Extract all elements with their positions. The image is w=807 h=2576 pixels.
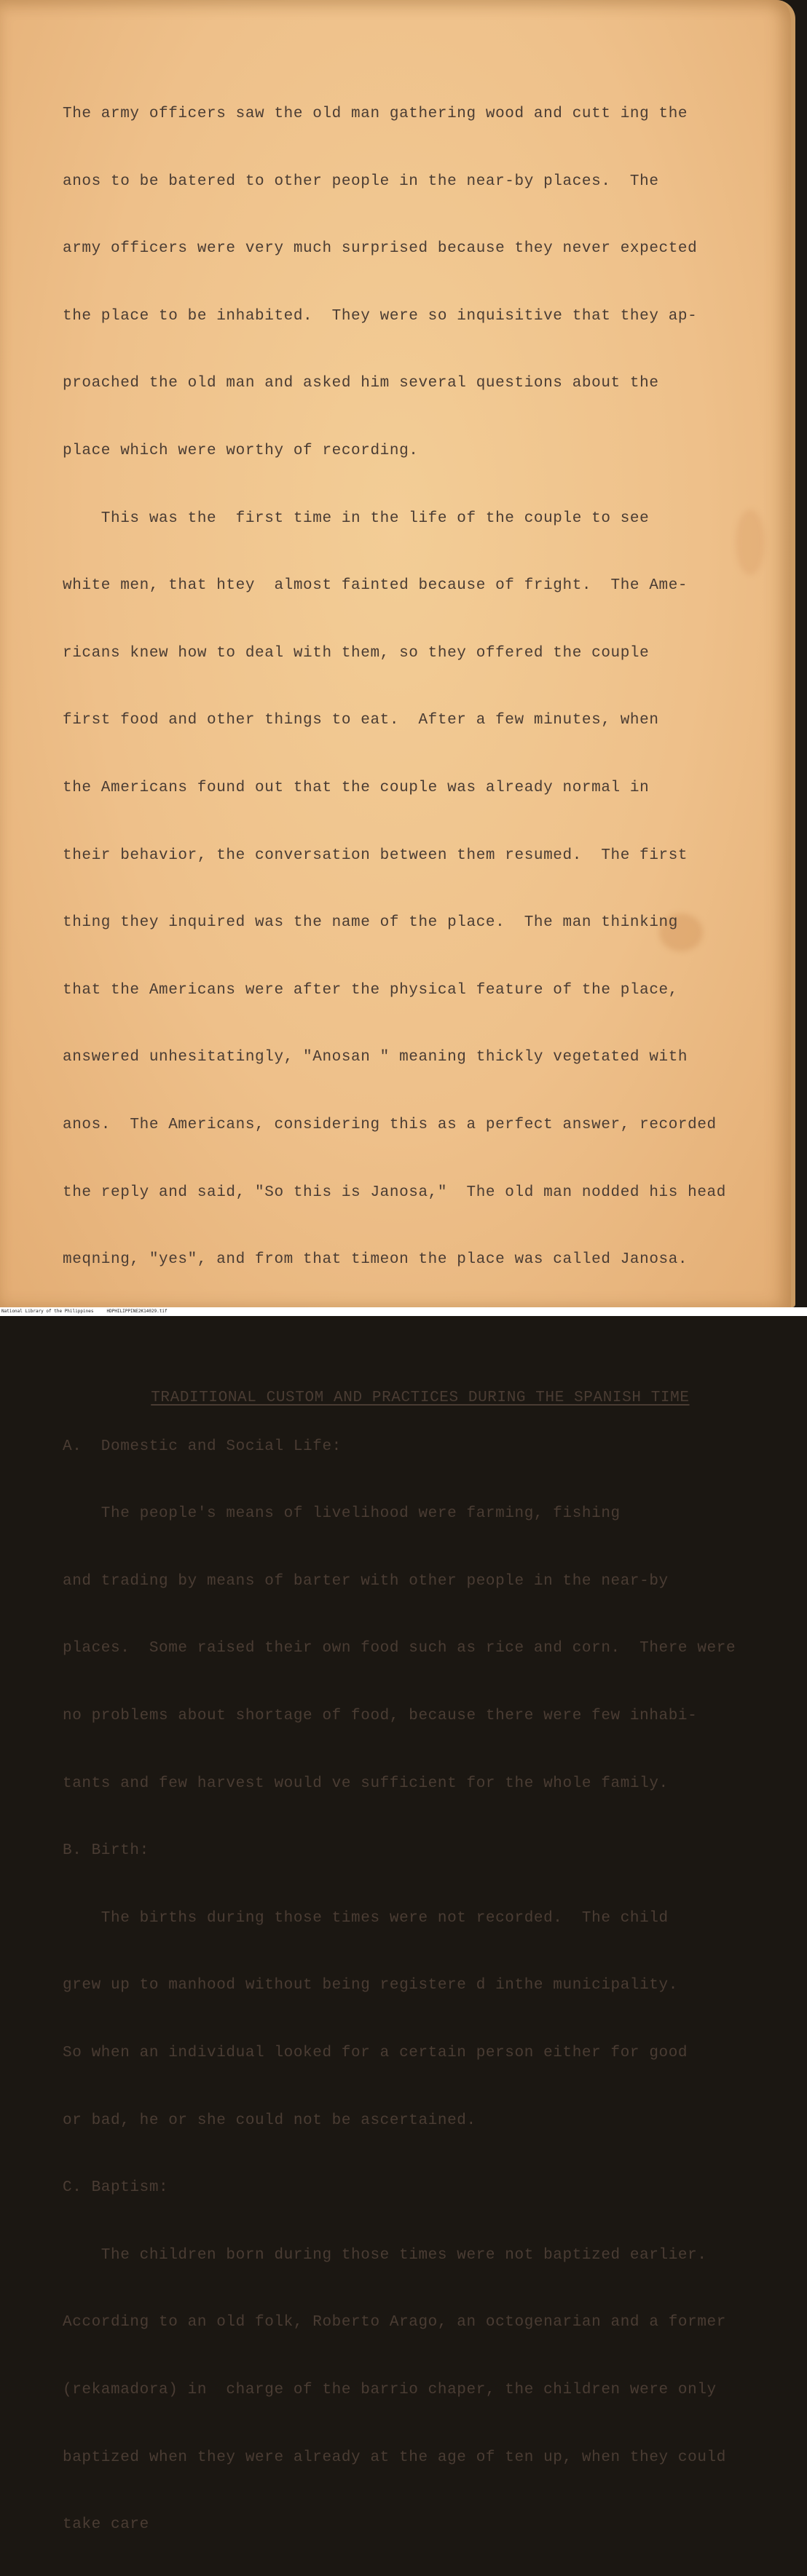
text-line: army officers were very much surprised because they never expected	[63, 240, 698, 258]
text-line: and trading by means of barter with other people in the near-by	[63, 1572, 669, 1590]
text-line: tants and few harvest would ve sufficient for the whole family.	[63, 1775, 669, 1792]
text-line: So when an individual looked for a certain person either for good	[63, 2045, 688, 2062]
text-line: thing they inquired was the name of the place. The man thinking	[63, 914, 678, 932]
text-line: the place to be inhabited. They were so inquisitive that they ap-	[63, 307, 698, 325]
text-line: their behavior, the conversation between them resumed. The first	[63, 847, 688, 864]
text-line: The children born during those times were not baptized earlier.	[63, 2246, 707, 2264]
text-line: that the Americans were after the physical feature of the place,	[63, 981, 678, 999]
text-line: The army officers saw the old man gathering wood and cutt ing the	[63, 106, 688, 122]
section-heading-text: TRADITIONAL CUSTOM AND PRACTICES DURING THE SPANISH TIME	[151, 1389, 690, 1406]
text-line: white men, that htey almost fainted because of fright. The Ame-	[63, 577, 688, 595]
text-line: The births during those times were not recorded. The child	[63, 1909, 669, 1927]
text-line: C. Baptism:	[63, 2179, 169, 2197]
text-line: place which were worthy of recording.	[63, 442, 419, 459]
text-line: anos to be batered to other people in the near-by places. The	[63, 173, 659, 190]
typed-text	[63, 64, 769, 2576]
text-line: anos. The Americans, considering this as a perfect answer, recorded	[63, 1116, 717, 1133]
text-line: According to an old folk, Roberto Arago, an octogenarian and a former	[63, 2314, 726, 2331]
scan-footer	[0, 1307, 807, 1316]
text-line: baptized when they were already at the age of ten up, when they could	[63, 2449, 726, 2466]
text-line: first food and other things to eat. After a few minutes, when	[63, 712, 659, 729]
section-heading	[63, 1344, 769, 1406]
text-line: The people's means of livelihood were farming, fishing	[63, 1505, 621, 1523]
text-line: (rekamadora) in charge of the barrio chaper, the children were only	[63, 2382, 717, 2398]
text-line: This was the first time in the life of the couple to see	[63, 510, 650, 527]
text-line: places. Some raised their own food such as rice and corn. There were	[63, 1640, 736, 1657]
footer-filename: HDPHILIPPINE2K14029.tif	[106, 1309, 168, 1314]
footer-source: National Library of the Philippines	[1, 1309, 94, 1314]
text-line: or bad, he or she could not be ascertained.	[63, 2112, 476, 2129]
text-line: answered unhesitatingly, "Anosan " meaning thickly vegetated with	[63, 1049, 688, 1066]
text-line: the Americans found out that the couple was already normal in	[63, 779, 650, 796]
text-line: A. Domestic and Social Life:	[63, 1438, 342, 1455]
text-line: meqning, "yes", and from that timeon the place was called Janosa.	[63, 1251, 688, 1269]
text-line: the reply and said, "So this is Janosa," The old man nodded his head	[63, 1184, 726, 1201]
text-line: grew up to manhood without being registere d inthe municipality.	[63, 1977, 678, 1994]
text-line: ricans knew how to deal with them, so they offered the couple	[63, 644, 650, 662]
text-line: take care	[63, 2516, 149, 2534]
text-line: proached the old man and asked him several questions about the	[63, 375, 659, 392]
text-line: no problems about shortage of food, because there were few inhabi-	[63, 1708, 698, 1725]
text-line: B. Birth:	[63, 1842, 149, 1860]
